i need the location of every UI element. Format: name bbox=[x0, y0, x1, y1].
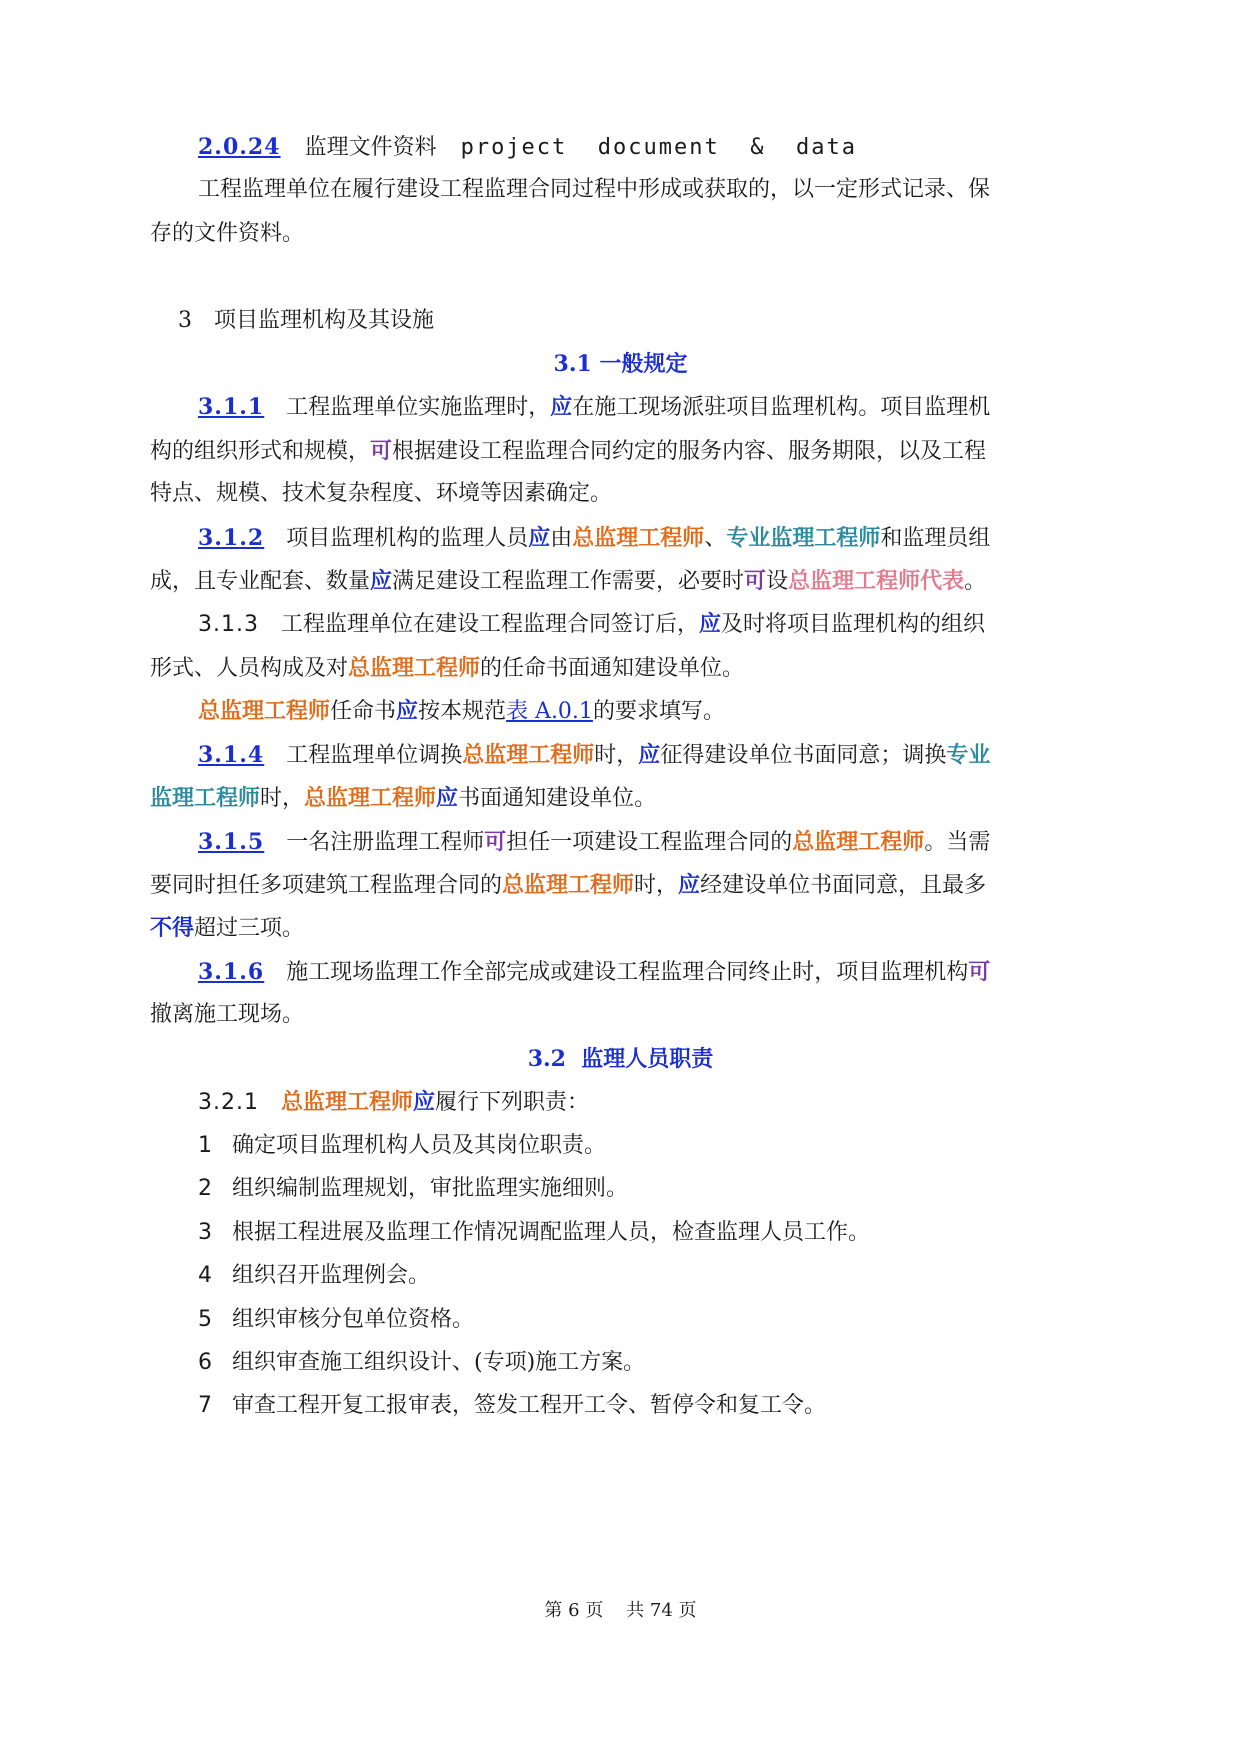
clause-3-1-6-line-2: 撤离施工现场。 bbox=[150, 1002, 305, 1027]
clause-3-1-1-line-2: 构的组织形式和规模，可根据建设工程监理合同约定的服务内容、服务期限，以及工程 bbox=[150, 438, 987, 464]
clause-2-0-24-heading bbox=[198, 132, 1148, 163]
clause-link-3-1-4[interactable]: 3.1.4 bbox=[198, 742, 265, 768]
clause-3-1-4-line-1: 3.1.4 工程监理单位调换总监理工程师时，应征得建设单位书面同意；调换专业 bbox=[198, 742, 991, 768]
list-item: 2 组织编制监理规划，审批监理实施细则。 bbox=[198, 1176, 629, 1201]
section-heading-3-1: 3.1 一般规定 bbox=[553, 351, 688, 377]
paragraph-line: 存的文件资料。 bbox=[150, 221, 305, 246]
list-item: 6 组织审查施工组织设计、(专项)施工方案。 bbox=[198, 1350, 646, 1375]
clause-3-1-1-line-1: 3.1.1 工程监理单位实施监理时，应在施工现场派驻项目监理机构。项目监理机 bbox=[198, 394, 991, 420]
list-item: 4 组织召开监理例会。 bbox=[198, 1263, 431, 1288]
clause-number-3-2-1: 3.2.1 bbox=[198, 1090, 259, 1115]
paragraph-line: 工程监理单位在履行建设工程监理合同过程中形成或获取的，以一定形式记录、保 bbox=[198, 177, 991, 202]
clause-3-1-3-line-2: 形式、人员构成及对总监理工程师的任命书面通知建设单位。 bbox=[150, 655, 745, 681]
term-title: 监理文件资料 bbox=[304, 135, 437, 160]
chapter-number: 3 bbox=[178, 308, 192, 333]
clause-3-1-5-line-2: 要同时担任多项建筑工程监理合同的总监理工程师时，应经建设单位书面同意，且最多 bbox=[150, 872, 987, 898]
clause-link-2-0-24[interactable]: 2.0.24 bbox=[198, 134, 281, 160]
clause-3-2-1: 3.2.1 总监理工程师应履行下列职责： bbox=[198, 1089, 590, 1115]
clause-3-1-1-line-3: 特点、规模、技术复杂程度、环境等因素确定。 bbox=[150, 481, 613, 506]
section-heading-3-2: 3.2 监理人员职责 bbox=[527, 1046, 714, 1072]
clause-3-1-2-line-2: 成，且专业配套、数量应满足建设工程监理工作需要，必要时可设总监理工程师代表。 bbox=[150, 568, 987, 594]
term-english: project document & data bbox=[460, 135, 857, 160]
chapter-heading bbox=[178, 306, 1128, 336]
clause-3-1-4-line-2: 监理工程师时，总监理工程师应书面通知建设单位。 bbox=[150, 785, 657, 811]
list-item: 1 确定项目监理机构人员及其岗位职责。 bbox=[198, 1133, 607, 1158]
clause-link-3-1-5[interactable]: 3.1.5 bbox=[198, 829, 265, 855]
list-item: 7 审查工程开复工报审表，签发工程开工令、暂停令和复工令。 bbox=[198, 1393, 827, 1418]
clause-3-1-5-line-1: 3.1.5 一名注册监理工程师可担任一项建设工程监理合同的总监理工程师。当需 bbox=[198, 829, 991, 855]
list-item: 5 组织审核分包单位资格。 bbox=[198, 1307, 475, 1332]
page-footer: 第 6 页 共 74 页 bbox=[544, 1600, 697, 1621]
clause-link-3-1-2[interactable]: 3.1.2 bbox=[198, 525, 265, 551]
chapter-title: 项目监理机构及其设施 bbox=[214, 308, 435, 333]
clause-3-1-2-line-1: 3.1.2 项目监理机构的监理人员应由总监理工程师、专业监理工程师和监理员组 bbox=[198, 525, 991, 551]
clause-link-3-1-1[interactable]: 3.1.1 bbox=[198, 394, 265, 420]
clause-number-3-1-3: 3.1.3 bbox=[198, 612, 259, 637]
clause-link-3-1-6[interactable]: 3.1.6 bbox=[198, 959, 265, 985]
list-item: 3 根据工程进展及监理工作情况调配监理人员，检查监理人员工作。 bbox=[198, 1220, 871, 1245]
table-a-0-1-link[interactable]: 表 A.0.1 bbox=[506, 699, 593, 724]
clause-3-1-6-line-1: 3.1.6 施工现场监理工作全部完成或建设工程监理合同终止时，项目监理机构可 bbox=[198, 959, 991, 985]
clause-3-1-3-line-3: 总监理工程师任命书应按本规范表 A.0.1的要求填写。 bbox=[198, 698, 725, 724]
clause-3-1-3-line-1: 3.1.3 工程监理单位在建设工程监理合同签订后，应及时将项目监理机构的组织 bbox=[198, 611, 986, 637]
clause-3-1-5-line-3: 不得超过三项。 bbox=[150, 915, 305, 941]
